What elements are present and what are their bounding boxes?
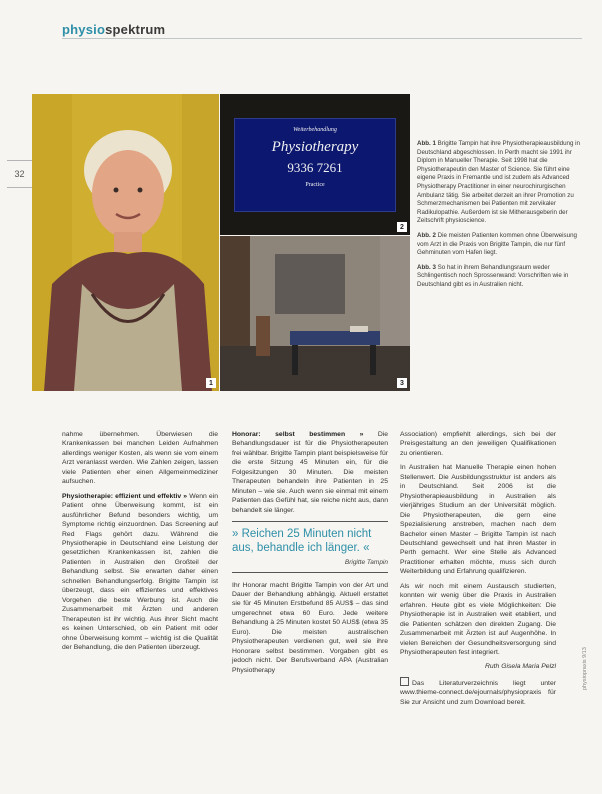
pull-quote-author: Brigitte Tampin	[344, 559, 388, 567]
article-column-1	[62, 430, 218, 657]
paragraph-with-heading: Honorar: selbst bestimmen » Die Behandlungsdauer ist für die Physiotherapeuten frei wählbar. Brigitte Tampin plant beispielsweise für die erste Sitzung 45 Minuten ein, für die Folgesitzungen 30 Minuten. Die meisten Therapeuten behandeln ihre Patienten in 25 Minuten – wie sie. Auch wenn sie einmal mit einem Patienten das Gefühl hat, sie reiche nicht aus, dann behandelt sie länger.	[232, 431, 389, 514]
page-number-tab: 32	[7, 160, 33, 188]
vertical-footer-text: physiopraxis 9/13	[582, 647, 588, 690]
pull-quote	[232, 521, 388, 572]
pull-quote-text: » Reichen 25 Minuten nicht aus, behandle ich länger. «	[232, 528, 372, 555]
magazine-brand: physiospektrum	[62, 22, 166, 37]
photo-captions	[417, 140, 589, 296]
paragraph: In Australien hat Manuelle Therapie einen hohen Stellenwert. Die Ausbildungsstruktur ist anders als in Deutschland. Seit 2006 ist die Physiotherapieausbildung in Australien als vierjähriges Studium an der Universität möglich. Die Physiotherapeuten, die gern eine Spezialisierung anstreben, machen nach dem Bachelor einen Master – Brigitte Tampin ist nach Deutschland gewechselt und hat ihren Master in Perth gemacht. Wer eine Stelle als Advanced Practitioner erhalten möchte, muss sich durch Weiterbildung und Erfahrung qualifizieren.	[400, 464, 556, 576]
literature-note: Das Literaturverzeichnis liegt unter www.thieme-connect.de/ejournals/physiopraxis für Sie zur Ansicht und zum Download bereit.	[400, 677, 556, 707]
literature-square-icon	[400, 677, 409, 686]
pull-quote-rule-top	[232, 521, 388, 522]
article-column-3	[400, 430, 556, 712]
header-rule	[62, 38, 582, 39]
paragraph: Association) empfiehlt allerdings, sich bei der Preisgestaltung an den jeweiligen Qualifikationen zu orientieren.	[400, 431, 556, 457]
photo-number-3: 3	[397, 378, 407, 388]
paragraph: Ihr Honorar macht Brigitte Tampin von der Art und Dauer der Behandlung abhängig. Aktuell erstattet sie für 45 Minuten Erstbefund 85 AUS$ – das sind umgerechnet etwa 60 Euro. Jede weitere Behandlung à 25 Minuten kostet 50 AUS$ (etwa 35 Euro). Die meisten australischen Physiotherapeuten verdienen gut, weil sie ihre Honorare selbst bestimmen. Vorgaben gibt es jedoch nicht. Der Berufsverband APA (Australian Physiotherapy	[232, 581, 388, 674]
paragraph-with-heading: Physiotherapie: effizient und effektiv » Wenn ein Patient ohne Überweisung kommt, ist ein ausführlicher Befund besonders wichtig, um Symptome richtig einzuordnen. Das Screening auf Red Flags gehört dazu. Während die Physiotherapie in Deutschland eine Leistung der gesetzlichen Krankenkassen ist, zahlen die Patienten in Australien den Großteil der Behandlung selbst. Sie erwarten daher einen schnellen Behandlungserfolg. Brigitte Tampin ist überzeugt, dass ein effizientes und effektives Vorgehen die beste Werbung ist. Auch die Zusammenarbeit mit Ärzten und anderen Therapeuten ist ihr wichtig. Aus ihrer Sicht macht es keinen Unterschied, ob ein Patient mit oder ohne Überweisung kommt – wichtig ist die Qualität der Behandlung, die den Patienten überzeugt.	[62, 492, 219, 651]
paragraph: nahme übernehmen. Überwiesen die Krankenkassen bei manchen Leiden Aufnahmen allerdings weniger Kosten, als wenn sie vom einem Arzt veranlasst werden. Wie Zahlen zeigen, lassen viele Patienten eher einen Allgemeinmediziner aufsuchen.	[62, 431, 218, 486]
treatment-room-illustration	[220, 236, 410, 391]
photo-practice-sign	[220, 94, 410, 235]
paragraph: Als wir noch mit einem Austausch studierten, konnten wir wenig über die Praxis in Australien erfahren. Heute gibt es viele Möglichkeiten: Die Physiotherapie ist in Australien weit etabliert, und die Patienten schätzen den direkten Zugang. Die Zusammenarbeit mit Ärzten ist auf Augenhöhe. In vielen Bereichen der Gesundheitsversorgung sind Physiotherapeuten fest integriert.	[400, 582, 556, 656]
physiotherapy-sign	[234, 118, 396, 212]
portrait-illustration	[32, 94, 219, 391]
caption-1: Abb. 1 Brigitte Tampin hat ihre Physiotherapieausbildung in Deutschland abgeschlossen. In Perth macht sie 1991 ihr Diplom in Manueller Therapie. Seit 1998 hat die Physiotherapeutin den Master of Science. Sie führt eine eigene Praxis in Fremantle und ist zudem als Advanced Physiotherapy Practitioner in einer neurochirurgischen Ambulanz tätig. Sie arbeitet derzeit an ihrer Promotion zu Schmerzmechanismen bei Patienten mit zervikaler Radikulopathie. Außerdem ist sie Mitherausgeberin der Zeitschrift physioscience.	[417, 140, 580, 225]
photo-portrait	[32, 94, 219, 391]
sign-address: Practice	[305, 182, 325, 188]
photo-treatment-room	[220, 236, 410, 391]
sign-title: Physiotherapy	[271, 139, 359, 155]
photo-number-1: 1	[206, 378, 216, 388]
caption-3: Abb. 3 So hat in ihrem Behandlungsraum weder Schlingentisch noch Sprossenwand: Vorschriften wie in Deutschland gibt es in Australien nicht.	[417, 263, 569, 288]
section-heading: Honorar: selbst bestimmen »	[232, 431, 364, 438]
article-column-2	[232, 430, 388, 680]
photo-number-2: 2	[397, 222, 407, 232]
author-signature: Ruth Gisela Maria Pelzl	[484, 663, 556, 671]
sign-phone: 9336 7261	[287, 160, 343, 175]
caption-2: Abb. 2 Die meisten Patienten kommen ohne Überweisung vom Arzt in die Praxis von Brigitte Tampin, die nur fünf Gehminuten vom Hafen liegt.	[417, 231, 577, 257]
section-heading: Physiotherapie: effizient und effektiv »	[62, 492, 188, 500]
sign-top-text: Weiterbehandlung	[293, 127, 337, 133]
pull-quote-rule-bottom	[232, 572, 388, 573]
